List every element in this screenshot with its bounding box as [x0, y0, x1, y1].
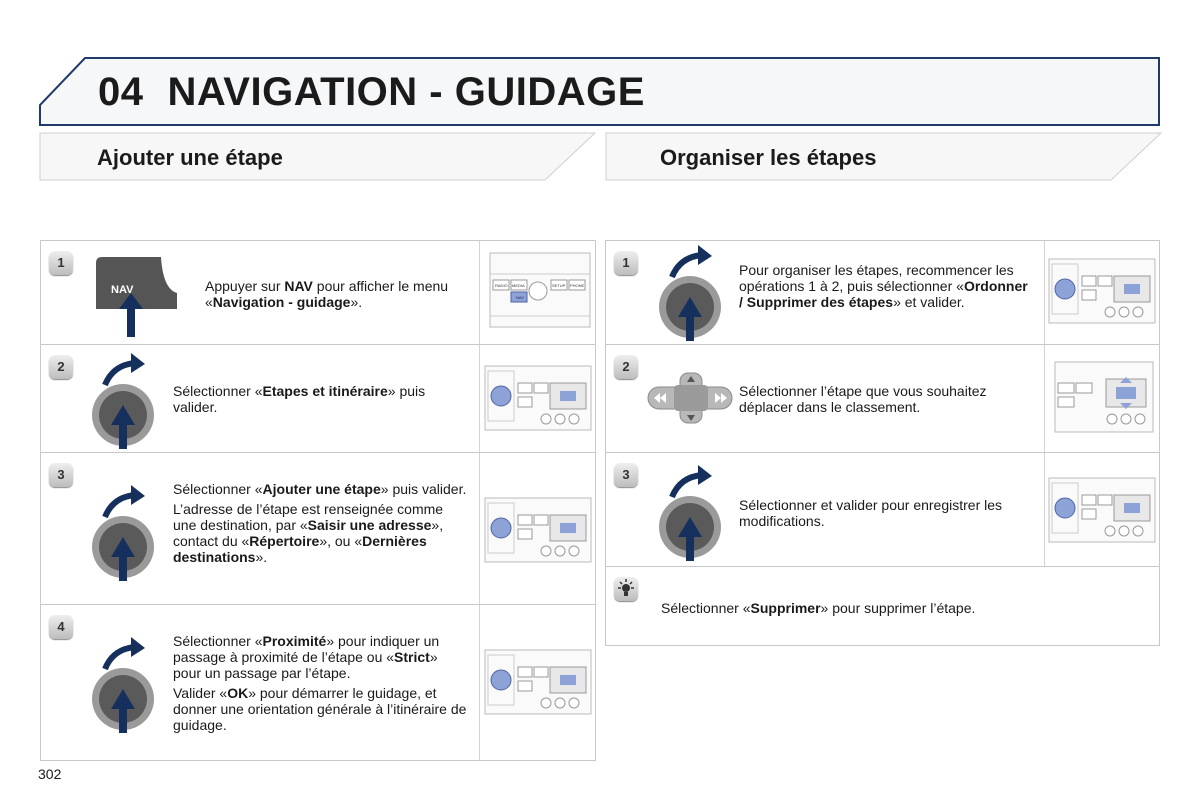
radio-panel-illustration — [484, 497, 592, 563]
rotary-knob-icon — [658, 463, 728, 563]
lightbulb-icon — [614, 577, 638, 601]
rotary-knob-icon — [91, 635, 161, 735]
left-step-3 — [40, 452, 596, 604]
right-step-2 — [605, 344, 1160, 452]
right-tip — [605, 566, 1160, 646]
step-badge: 1 — [614, 251, 638, 275]
radio-panel-illustration — [1048, 258, 1156, 324]
step-text: Sélectionner «Ajouter une étape» puis valider. L’adresse de l’étape est renseignée comme une destination, par «Saisir une adresse», contact du «Répertoire», ou «Dernières destinations». — [173, 481, 467, 565]
chapter-title — [98, 70, 645, 115]
panel-setup-label: SETUP — [552, 283, 566, 288]
directional-pad-icon — [646, 371, 736, 427]
step-badge: 1 — [49, 251, 73, 275]
panel-nav-label: NAV — [516, 295, 524, 300]
left-step-4 — [40, 604, 596, 761]
chapter-name: NAVIGATION - GUIDAGE — [167, 70, 645, 114]
radio-panel-illustration — [484, 365, 592, 431]
step-text: Sélectionner l’étape que vous souhaitez déplacer dans le classement. — [739, 383, 987, 415]
left-step-2 — [40, 344, 596, 452]
left-section-title: Ajouter une étape — [97, 145, 283, 170]
right-step-3 — [605, 452, 1160, 566]
radio-panel-illustration — [1054, 361, 1154, 433]
right-step-1 — [605, 240, 1160, 344]
left-step-1 — [40, 240, 596, 344]
rotary-knob-icon — [91, 351, 161, 451]
right-section-title: Organiser les étapes — [660, 145, 877, 170]
rotary-knob-icon — [658, 243, 728, 343]
step-text: Sélectionner «Etapes et itinéraire» puis valider. — [173, 383, 426, 415]
rotary-knob-icon — [91, 483, 161, 583]
step-text: Appuyer sur NAV pour afficher le menu «Navigation - guidage». — [205, 278, 449, 310]
page-number: 302 — [38, 766, 62, 782]
panel-media-label: MEDIA — [512, 283, 525, 288]
nav-button-label: NAV — [111, 284, 134, 296]
nav-button-icon — [91, 251, 191, 341]
step-badge: 4 — [49, 615, 73, 639]
step-badge: 3 — [614, 463, 638, 487]
chapter-number: 04 — [98, 70, 144, 114]
radio-panel-illustration — [1048, 477, 1156, 543]
step-text: Pour organiser les étapes, recommencer les opérations 1 à 2, puis sélectionner «Ordonner / Supprimer des étapes» et valider. — [739, 262, 1028, 310]
radio-panel-illustration — [484, 649, 592, 715]
step-badge: 2 — [614, 355, 638, 379]
radio-panel-illustration — [489, 252, 591, 328]
step-badge: 3 — [49, 463, 73, 487]
step-text: Sélectionner «Proximité» pour indiquer un passage à proximité de l’étape ou «Strict» pour un passage par l’étape. Valider «OK» pour démarrer le guidage, et donner une orientation générale à l’itinéraire de guidage. — [173, 633, 467, 733]
panel-radio-label: RADIO — [495, 283, 508, 288]
step-text: Sélectionner et valider pour enregistrer les modifications. — [739, 497, 1003, 529]
step-badge: 2 — [49, 355, 73, 379]
tip-text: Sélectionner «Supprimer» pour supprimer l’étape. — [661, 600, 976, 616]
panel-phone-label: PHONE — [570, 283, 585, 288]
